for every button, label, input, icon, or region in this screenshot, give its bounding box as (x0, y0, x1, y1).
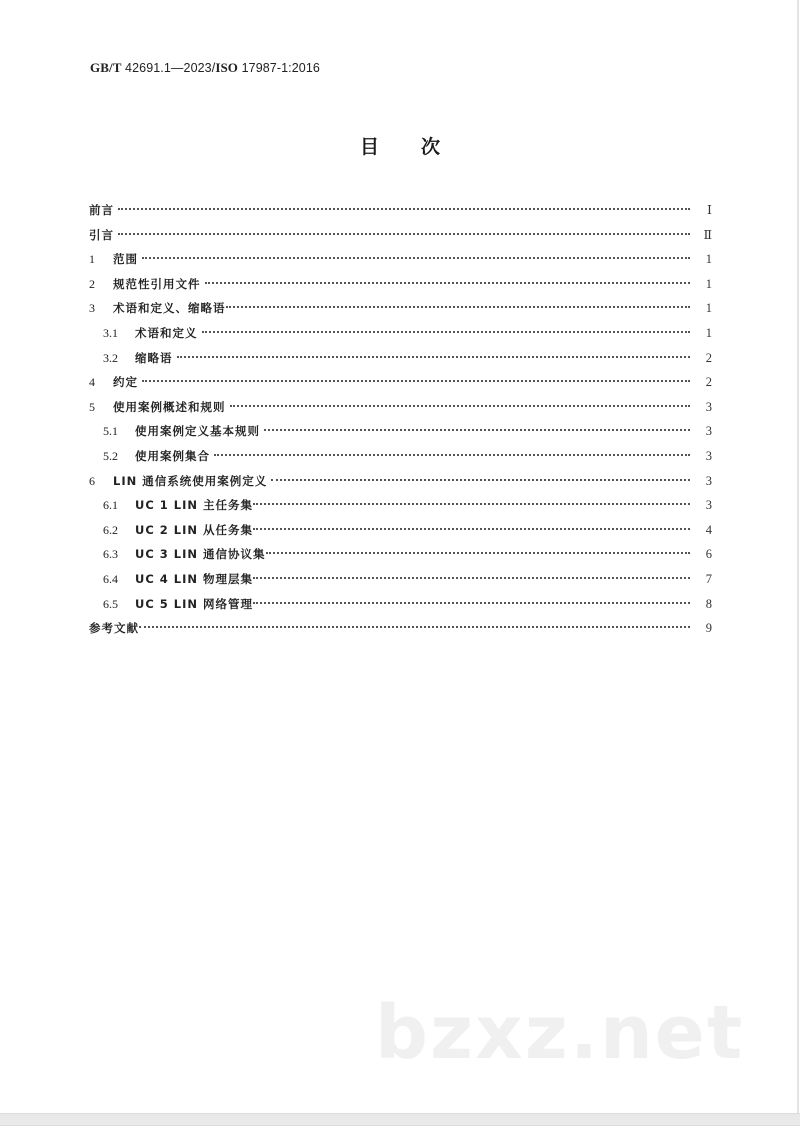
toc-entry-number: 4 (89, 375, 95, 390)
toc-entry-number: 1 (89, 252, 95, 267)
dot-leader (253, 503, 690, 505)
toc-entry-page: 3 (705, 399, 712, 414)
dot-leader (266, 552, 690, 554)
toc-entry-terms-definitions-abbreviations[interactable] (89, 298, 712, 323)
toc-entry-label: UC 4 LIN 物理层集 (135, 571, 254, 586)
toc-entry-page: 3 (705, 448, 712, 463)
toc-entry-uc2-slave-task[interactable] (89, 520, 712, 545)
toc-entry-label: LIN 通信系统使用案例定义 (113, 473, 268, 488)
toc-entry-page: 2 (705, 350, 712, 365)
toc-entry-number: 6.2 (103, 522, 118, 537)
toc-entry-page: 6 (705, 547, 712, 562)
toc-entry-page: 9 (705, 621, 712, 636)
dot-leader (264, 429, 690, 431)
toc-entry-label: 约定 (113, 375, 138, 390)
toc-title: 目次 (359, 136, 482, 158)
toc-entry-scope[interactable] (89, 249, 712, 274)
toc-entry-number: 5.2 (103, 448, 118, 463)
page-separator (0, 1113, 800, 1126)
toc-entry-label: 范围 (113, 252, 138, 267)
toc-entry-page: 1 (705, 252, 712, 267)
toc-entry-uc4-physical-layer[interactable] (89, 569, 712, 594)
toc-entry-page: 4 (705, 522, 712, 537)
toc-entry-abbreviations[interactable] (89, 348, 712, 373)
toc-entry-page: 1 (705, 325, 712, 340)
dot-leader (253, 602, 690, 604)
toc-entry-label: UC 3 LIN 通信协议集 (135, 547, 266, 562)
toc-entry-number: 6.5 (103, 596, 118, 611)
standard-prefix: GB/T (90, 60, 122, 75)
standard-number: 42691.1—2023/ (121, 61, 216, 75)
toc-entry-label: 术语和定义、缩略语 (113, 301, 226, 316)
toc-entry-use-case-sets[interactable] (89, 446, 712, 471)
toc-entry-number: 2 (89, 276, 95, 291)
toc-entry-label: UC 1 LIN 主任务集 (135, 498, 254, 513)
toc-entry-page: 2 (705, 375, 712, 390)
dot-leader (142, 257, 690, 259)
toc-entry-label: 前言 (89, 203, 114, 217)
toc-entry-number: 6.4 (103, 571, 118, 586)
toc-entry-label: 使用案例定义基本规则 (135, 424, 260, 439)
toc-entry-label: 规范性引用文件 (113, 276, 201, 291)
toc-entry-number: 3.1 (103, 325, 118, 340)
toc-entry-bibliography[interactable] (89, 618, 712, 643)
dot-leader (271, 479, 690, 481)
dot-leader (118, 208, 690, 210)
toc-entry-page: 1 (705, 276, 712, 291)
iso-number: 17987-1:2016 (238, 61, 320, 75)
toc-entry-normative-references[interactable] (89, 274, 712, 299)
toc-entry-page: Ⅰ (707, 203, 712, 217)
dot-leader (226, 306, 691, 308)
toc-entry-label: 使用案例集合 (135, 448, 210, 463)
toc-entry-label: 缩略语 (135, 350, 173, 365)
toc-entry-label: UC 2 LIN 从任务集 (135, 522, 254, 537)
toc-entry-lin-use-case-definitions[interactable] (89, 471, 712, 496)
toc-entry-uc1-master-task[interactable] (89, 495, 712, 520)
toc-entry-terms-definitions[interactable] (89, 323, 712, 348)
standard-number-header (90, 60, 320, 76)
dot-leader (142, 380, 690, 382)
dot-leader (253, 528, 690, 530)
toc-entry-page: 1 (705, 301, 712, 316)
dot-leader (253, 577, 690, 579)
dot-leader (205, 282, 691, 284)
toc-entry-page: Ⅱ (703, 227, 712, 242)
toc-entry-page: 3 (705, 424, 712, 439)
toc-entry-foreword[interactable] (89, 200, 712, 225)
toc-entry-use-case-basic-rules[interactable] (89, 421, 712, 446)
toc-entry-uc5-network-management[interactable] (89, 594, 712, 619)
toc-entry-number: 5.1 (103, 424, 118, 439)
dot-leader (202, 331, 691, 333)
toc-entry-number: 3 (89, 301, 95, 316)
dot-leader (139, 626, 690, 628)
toc-entry-label: 参考文献 (89, 621, 139, 636)
toc-entry-label: 术语和定义 (135, 325, 198, 340)
toc-entry-number: 6.1 (103, 498, 118, 513)
toc-entry-page: 3 (705, 498, 712, 513)
toc-entry-uc3-protocol[interactable] (89, 544, 712, 569)
watermark: bzxz.net (375, 990, 745, 1076)
toc-entry-introduction[interactable] (89, 225, 712, 250)
toc-entry-use-case-overview[interactable] (89, 397, 712, 422)
toc-entry-number: 3.2 (103, 350, 118, 365)
table-of-contents (89, 200, 712, 643)
toc-entry-label: UC 5 LIN 网络管理 (135, 596, 254, 611)
toc-entry-label: 使用案例概述和规则 (113, 399, 226, 414)
toc-entry-conventions[interactable] (89, 372, 712, 397)
toc-entry-page: 8 (705, 596, 712, 611)
toc-entry-number: 5 (89, 399, 95, 414)
iso-prefix: ISO (215, 60, 239, 75)
toc-entry-number: 6.3 (103, 547, 118, 562)
dot-leader (230, 405, 691, 407)
toc-entry-page: 7 (705, 571, 712, 586)
toc-entry-number: 6 (89, 473, 95, 488)
toc-entry-label: 引言 (89, 227, 114, 242)
dot-leader (214, 454, 690, 456)
dot-leader (118, 233, 690, 235)
dot-leader (177, 356, 691, 358)
toc-entry-page: 3 (705, 473, 712, 488)
